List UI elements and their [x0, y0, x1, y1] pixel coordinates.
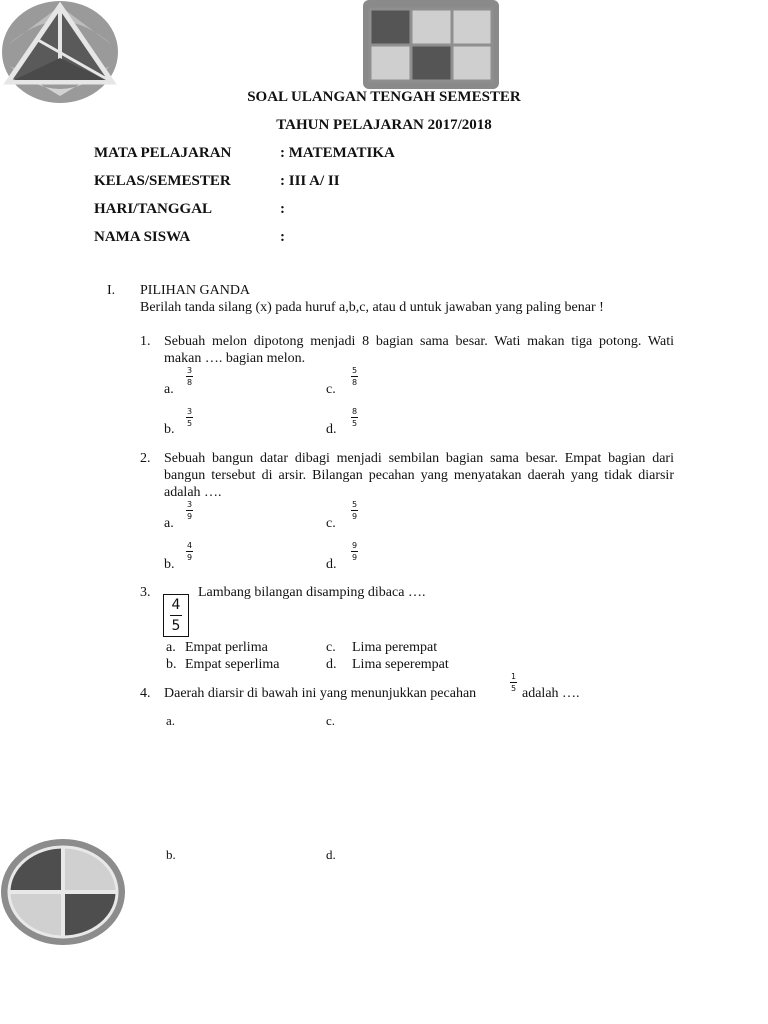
q4-option-d-letter: d. [326, 847, 336, 862]
grid-rectangle-figure [362, 0, 500, 90]
student-name-value: : [280, 229, 285, 245]
q1-option-d-fraction: 8 5 [351, 407, 358, 428]
q4-text-after: adalah …. [522, 686, 580, 701]
exam-title: SOAL ULANGAN TENGAH SEMESTER [247, 89, 521, 105]
q3-option-a-letter: a. [166, 640, 176, 655]
school-year: TAHUN PELAJARAN 2017/2018 [276, 117, 492, 133]
date-label: HARI/TANGGAL [94, 201, 213, 217]
q3-option-c-text: Lima perempat [352, 640, 438, 655]
q1-option-a-fraction: 3 8 [186, 366, 193, 387]
q3-text: Lambang bilangan disamping dibaca …. [198, 585, 426, 600]
section-title: PILIHAN GANDA [140, 283, 251, 298]
q3-option-d-text: Lima seperempat [352, 657, 449, 672]
q1-option-d-letter: d. [326, 422, 337, 437]
q4-fraction: 1 5 [510, 672, 517, 693]
quartered-circle-figure [0, 838, 128, 946]
q2-option-c-letter: c. [326, 516, 336, 531]
q2-option-c-fraction: 5 9 [351, 500, 358, 521]
q1-text: Sebuah melon dipotong menjadi 8 bagian sama besar. Wati makan tiga potong. Wati makan …. bagian melon. [164, 334, 674, 366]
q4-text-before: Daerah diarsir di bawah ini yang menunjukkan pecahan [164, 686, 477, 701]
q1-number: 1. [140, 334, 151, 349]
class-value: : III A/ II [280, 173, 340, 189]
q2-option-d-letter: d. [326, 557, 337, 572]
q3-boxed-fraction: 4 5 [163, 594, 189, 637]
q2-option-b-letter: b. [164, 557, 175, 572]
q2-option-b-fraction: 4 9 [186, 541, 193, 562]
date-value: : [280, 201, 285, 217]
section-instruction: Berilah tanda silang (x) pada huruf a,b,c, atau d untuk jawaban yang paling benar ! [140, 300, 604, 315]
q1-option-a-letter: a. [164, 382, 174, 397]
section-number: I. [107, 283, 116, 298]
q1-option-b-fraction: 3 5 [186, 407, 193, 428]
subject-value: : MATEMATIKA [280, 145, 395, 161]
q2-option-a-letter: a. [164, 516, 174, 531]
q3-option-a-text: Empat perlima [185, 640, 268, 655]
class-label: KELAS/SEMESTER [94, 173, 231, 189]
q1-option-c-fraction: 5 8 [351, 366, 358, 387]
student-name-label: NAMA SISWA [94, 229, 191, 245]
q4-option-a-letter: a. [166, 713, 176, 728]
q2-text: Sebuah bangun datar dibagi menjadi sembilan bagian sama besar. Empat bagian dari bangun tersebut di arsir. Bilangan pecahan yang menyatakan daerah yang tidak diarsir adalah …. [164, 451, 674, 500]
q3-option-c-letter: c. [326, 640, 336, 655]
q2-option-a-fraction: 3 9 [186, 500, 193, 521]
q4-option-b-letter: b. [166, 847, 176, 862]
q1-option-c-letter: c. [326, 382, 336, 397]
q3-option-b-letter: b. [166, 657, 177, 672]
q2-option-d-fraction: 9 9 [351, 541, 358, 562]
q4-number: 4. [140, 686, 151, 701]
q3-number: 3. [140, 585, 151, 600]
subject-label: MATA PELAJARAN [94, 145, 232, 161]
q1-option-b-letter: b. [164, 422, 175, 437]
q2-number: 2. [140, 451, 151, 466]
q4-option-c-letter: c. [326, 713, 336, 728]
q3-option-d-letter: d. [326, 657, 337, 672]
q3-option-b-text: Empat seperlima [185, 657, 280, 672]
